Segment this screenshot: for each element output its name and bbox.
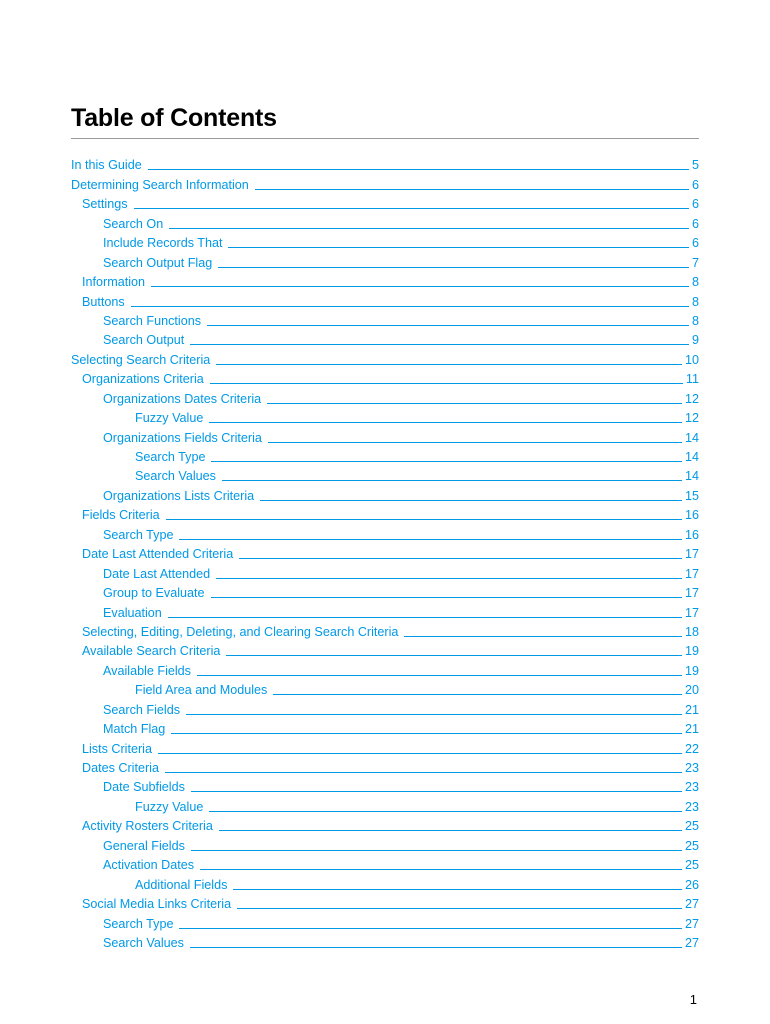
- toc-entry-title: Fields Criteria: [82, 508, 160, 523]
- toc-leader-line: [148, 168, 689, 170]
- toc-entry[interactable]: [71, 368, 699, 387]
- toc-entry-title: Additional Fields: [135, 877, 228, 892]
- toc-leader-line: [151, 285, 689, 287]
- toc-entry[interactable]: [71, 562, 699, 581]
- toc-entry-title: Settings: [82, 197, 128, 212]
- toc-entry-page: 14: [684, 450, 699, 464]
- toc-entry[interactable]: [71, 446, 699, 465]
- toc-leader-line: [200, 868, 682, 870]
- toc-entry-title: Match Flag: [103, 722, 166, 737]
- toc-leader-line: [209, 810, 682, 812]
- toc-entry[interactable]: [71, 659, 699, 678]
- toc-entry-page: 11: [685, 372, 699, 387]
- toc-leader-line: [166, 518, 682, 520]
- toc-entry[interactable]: [71, 251, 699, 270]
- toc-entry-page: 15: [684, 488, 699, 503]
- toc-entry-page: 6: [691, 197, 699, 212]
- toc-entry[interactable]: [71, 310, 699, 329]
- toc-entry-page: 5: [691, 158, 699, 173]
- toc-entry-page: 17: [684, 566, 699, 581]
- toc-entry-title: Search Functions: [103, 313, 202, 328]
- toc-entry-page: 21: [684, 722, 699, 737]
- toc-entry-page: 19: [684, 663, 699, 678]
- toc-entry-page: 7: [691, 255, 699, 270]
- toc-entry[interactable]: [71, 348, 699, 367]
- toc-entry-title: Fuzzy Value: [135, 799, 204, 814]
- toc-leader-line: [207, 324, 689, 326]
- toc-entry-page: 23: [684, 761, 699, 775]
- toc-entry[interactable]: [71, 465, 699, 484]
- toc-entry-page: 22: [684, 741, 699, 756]
- toc-leader-line: [211, 596, 682, 598]
- toc-entry-page: 27: [684, 897, 699, 912]
- toc-leader-line: [179, 927, 682, 929]
- toc-entry[interactable]: [71, 854, 699, 873]
- toc-leader-line: [190, 343, 689, 345]
- toc-leader-line: [191, 790, 682, 792]
- toc-leader-line: [255, 188, 689, 190]
- toc-leader-line: [191, 849, 682, 851]
- toc-entry[interactable]: [71, 815, 699, 834]
- toc-entry[interactable]: [71, 232, 699, 251]
- toc-entry-title: Organizations Lists Criteria: [103, 488, 255, 503]
- toc-entry-page: 25: [684, 838, 699, 853]
- toc-leader-line: [218, 266, 689, 268]
- toc-entry-title: Activation Dates: [103, 858, 194, 873]
- toc-entry[interactable]: [71, 504, 699, 523]
- toc-entry-title: Information: [82, 275, 145, 290]
- toc-entry-page: 17: [684, 586, 699, 601]
- toc-entry-title: Lists Criteria: [82, 741, 152, 756]
- toc-entry[interactable]: [71, 193, 699, 212]
- toc-entry-title: Activity Rosters Criteria: [82, 819, 213, 834]
- toc-entry-title: Include Records That: [103, 236, 223, 251]
- toc-entry-title: Social Media Links Criteria: [82, 897, 232, 912]
- toc-entry-page: 6: [691, 236, 699, 251]
- toc-leader-line: [219, 829, 682, 831]
- toc-entry-title: Dates Criteria: [82, 761, 159, 775]
- toc-leader-line: [237, 907, 682, 909]
- toc-entry-title: Date Subfields: [103, 780, 185, 795]
- toc-entry-title: Search Type: [103, 527, 174, 542]
- toc-entry[interactable]: [71, 795, 699, 814]
- toc-entry[interactable]: [71, 329, 699, 348]
- toc-entry[interactable]: [71, 271, 699, 290]
- toc-leader-line: [209, 421, 682, 423]
- toc-leader-line: [226, 654, 682, 656]
- toc-leader-line: [267, 402, 682, 404]
- toc-entry[interactable]: [71, 173, 699, 192]
- toc-entry[interactable]: [71, 718, 699, 737]
- toc-entry-page: 10: [684, 352, 699, 367]
- toc-entry-title: General Fields: [103, 838, 185, 853]
- toc-entry-page: 19: [684, 644, 699, 659]
- toc-entry[interactable]: [71, 834, 699, 853]
- toc-leader-line: [171, 732, 682, 734]
- toc-leader-line: [233, 888, 682, 890]
- toc-entry-page: 16: [684, 508, 699, 523]
- toc-entry[interactable]: [71, 737, 699, 756]
- toc-entry[interactable]: [71, 543, 699, 562]
- toc-entry-title: Available Fields: [103, 663, 191, 678]
- toc-entry-page: 6: [691, 216, 699, 231]
- toc-entry-title: Search Type: [135, 450, 206, 464]
- toc-entry[interactable]: [71, 776, 699, 795]
- toc-entry[interactable]: [71, 621, 699, 640]
- toc-entry-title: Organizations Dates Criteria: [103, 391, 262, 406]
- toc-leader-line: [168, 616, 682, 618]
- toc-entry-title: Search Output: [103, 333, 185, 348]
- toc-entry[interactable]: [71, 698, 699, 717]
- toc-entry-title: Buttons: [82, 294, 125, 309]
- page-number: 1: [689, 992, 697, 1007]
- toc-entry-page: 25: [684, 858, 699, 873]
- toc-entry[interactable]: [71, 601, 699, 620]
- toc-entry-title: Search Fields: [103, 702, 180, 717]
- toc-entry-page: 18: [684, 624, 699, 639]
- toc-entry-page: 8: [691, 313, 699, 328]
- toc-leader-line: [158, 752, 682, 754]
- toc-entry-title: Available Search Criteria: [82, 644, 221, 659]
- toc-entry[interactable]: [71, 523, 699, 542]
- toc-entry-page: 6: [691, 177, 699, 192]
- toc-leader-line: [216, 363, 682, 365]
- toc-leader-line: [186, 713, 682, 715]
- toc-entry-page: 17: [684, 605, 699, 620]
- toc-entry[interactable]: [71, 912, 699, 931]
- toc-entry-page: 14: [684, 469, 699, 484]
- toc-entry-page: 14: [684, 430, 699, 445]
- toc-entry[interactable]: [71, 484, 699, 503]
- toc-entry-page: 16: [684, 527, 699, 542]
- toc-entry[interactable]: [71, 932, 699, 951]
- toc-entry-title: Search Values: [103, 935, 184, 950]
- toc-leader-line: [268, 441, 682, 443]
- toc-entry[interactable]: [71, 407, 699, 426]
- toc-entry-page: 25: [684, 819, 699, 834]
- toc-entry[interactable]: [71, 640, 699, 659]
- toc-entry[interactable]: [71, 679, 699, 698]
- toc-entry[interactable]: [71, 387, 699, 406]
- toc-entry-title: In this Guide: [71, 158, 142, 173]
- toc-leader-line: [222, 479, 682, 481]
- toc-entry-title: Evaluation: [103, 605, 162, 620]
- toc-leader-line: [190, 946, 682, 948]
- toc-entry-page: 21: [684, 702, 699, 717]
- toc-entry[interactable]: [71, 212, 699, 231]
- toc-entry[interactable]: [71, 154, 699, 173]
- page-title: Table of Contents: [71, 104, 277, 132]
- toc-leader-line: [260, 499, 682, 501]
- toc-leader-line: [197, 674, 682, 676]
- toc-leader-line: [273, 693, 682, 695]
- toc-leader-line: [179, 538, 682, 540]
- table-of-contents: [71, 154, 699, 951]
- toc-leader-line: [169, 227, 689, 229]
- toc-leader-line: [165, 771, 682, 773]
- toc-entry-title: Group to Evaluate: [103, 586, 205, 601]
- toc-entry-title: Search On: [103, 216, 164, 231]
- toc-entry-title: Determining Search Information: [71, 177, 249, 192]
- toc-leader-line: [228, 246, 689, 248]
- title-divider: [71, 138, 699, 139]
- toc-entry[interactable]: [71, 873, 699, 892]
- toc-entry-title: Selecting Search Criteria: [71, 352, 211, 367]
- toc-entry-title: Search Values: [135, 469, 216, 484]
- toc-entry-page: 27: [684, 935, 699, 950]
- toc-entry[interactable]: [71, 893, 699, 912]
- toc-leader-line: [216, 577, 682, 579]
- toc-entry-page: 27: [684, 916, 699, 931]
- toc-entry-page: 23: [684, 799, 699, 814]
- toc-entry-title: Date Last Attended: [103, 566, 211, 581]
- toc-entry[interactable]: [71, 582, 699, 601]
- toc-entry-page: 23: [684, 780, 699, 795]
- toc-leader-line: [131, 305, 689, 307]
- toc-entry-title: Fuzzy Value: [135, 411, 204, 426]
- toc-entry[interactable]: [71, 290, 699, 309]
- toc-entry-page: 12: [684, 411, 699, 426]
- toc-entry-page: 20: [684, 683, 699, 698]
- toc-entry-title: Organizations Fields Criteria: [103, 430, 262, 445]
- toc-entry-page: 26: [684, 877, 699, 892]
- toc-entry-page: 8: [691, 294, 699, 309]
- toc-entry-page: 17: [684, 547, 699, 562]
- toc-entry-title: Organizations Criteria: [82, 372, 204, 387]
- toc-leader-line: [239, 557, 682, 559]
- toc-entry-page: 9: [691, 333, 699, 348]
- toc-entry-title: Field Area and Modules: [135, 683, 268, 698]
- toc-entry-title: Date Last Attended Criteria: [82, 547, 234, 562]
- toc-entry[interactable]: [71, 426, 699, 445]
- toc-leader-line: [211, 460, 682, 462]
- toc-leader-line: [134, 207, 689, 209]
- toc-entry-title: Selecting, Editing, Deleting, and Clearing Search Criteria: [82, 624, 399, 639]
- toc-entry-page: 12: [684, 391, 699, 406]
- toc-leader-line: [404, 635, 682, 637]
- toc-entry-page: 8: [691, 275, 699, 290]
- toc-entry-title: Search Type: [103, 916, 174, 931]
- toc-leader-line: [210, 382, 683, 384]
- toc-entry[interactable]: [71, 757, 699, 776]
- toc-entry-title: Search Output Flag: [103, 255, 213, 270]
